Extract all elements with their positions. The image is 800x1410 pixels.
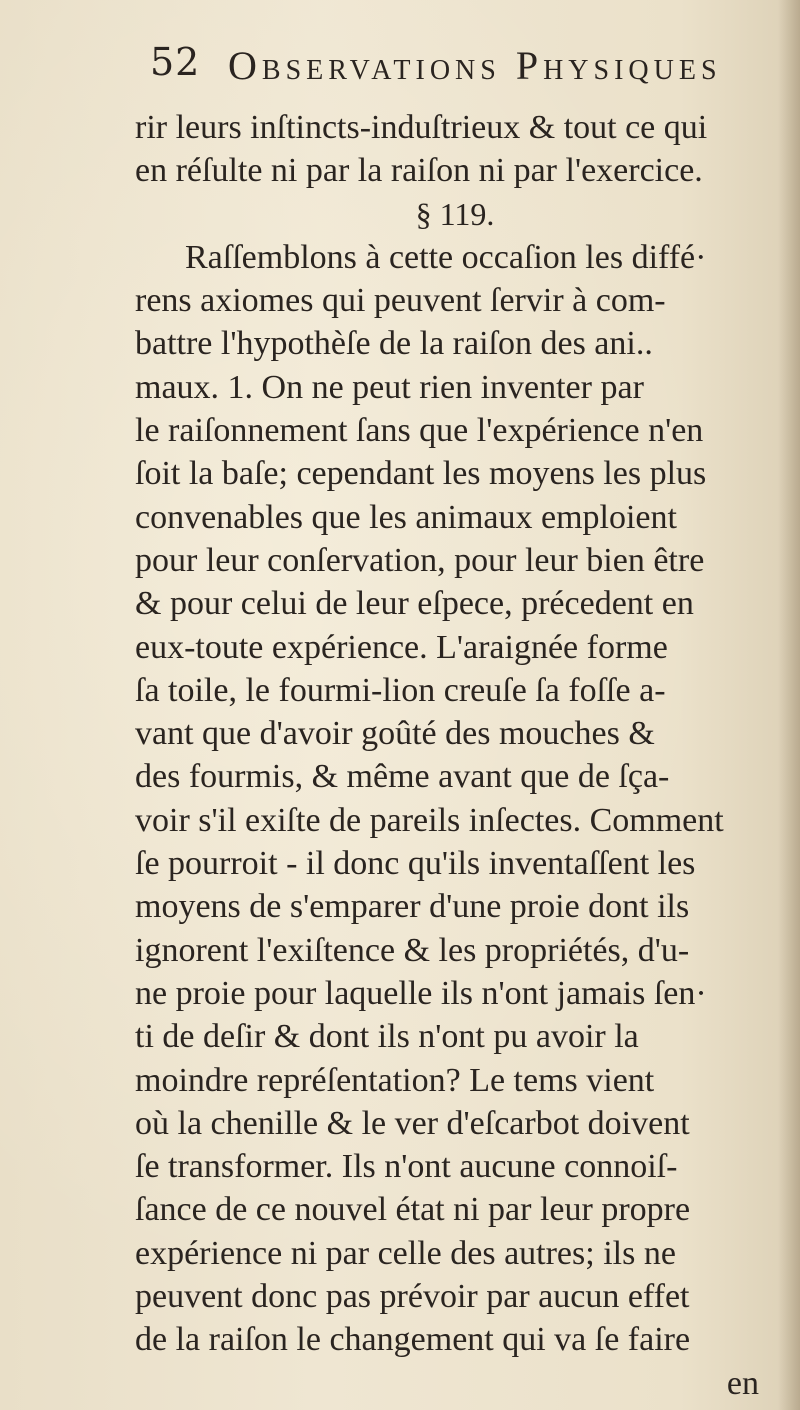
text-line: battre l'hypothèſe de la raiſon des ani..: [135, 325, 653, 363]
section-heading: § 119.: [415, 195, 495, 232]
page-number: 52: [150, 40, 201, 84]
text-line: ti de deſir & dont ils n'ont pu avoir la: [135, 1018, 639, 1056]
text-line: convenables que les animaux emploient: [135, 498, 677, 536]
body-text: [135, 106, 775, 1405]
text-line: moyens de s'emparer d'une proie dont ils: [135, 888, 690, 926]
text-line: ne proie pour laquelle ils n'ont jamais ſen·: [135, 974, 707, 1012]
text-line: ſe transformer. Ils n'ont aucune connoiſ-: [135, 1148, 678, 1186]
running-head: Observations Physiques: [228, 43, 722, 88]
text-line: rir leurs inſtincts-induſtrieux & tout ce qui: [135, 109, 708, 146]
text-line: eux-toute expérience. L'araignée forme: [135, 628, 668, 666]
text-line: rens axiomes qui peuvent ſervir à com-: [135, 282, 666, 320]
text-line: Raſſemblons à cette occaſion les diffé·: [185, 238, 707, 276]
text-line: pour leur conſervation, pour leur bien être: [135, 541, 705, 579]
page-edge-shadow: [778, 0, 800, 1410]
text-line: moindre repréſentation? Le tems vient: [135, 1061, 655, 1099]
catchword: en: [726, 1364, 759, 1402]
text-line: ſa toile, le fourmi-lion creuſe ſa foſſe a-: [135, 671, 666, 709]
text-line: & pour celui de leur eſpece, précedent en: [135, 585, 694, 623]
text-line: en réſulte ni par la raiſon ni par l'exercice.: [135, 152, 703, 190]
text-line: ſance de ce nouvel état ni par leur propre: [135, 1191, 691, 1229]
text-line: voir s'il exiſte de pareils inſectes. Comment: [135, 801, 724, 839]
text-line: des fourmis, & même avant que de ſça-: [135, 758, 670, 796]
text-line: expérience ni par celle des autres; ils ne: [135, 1234, 676, 1272]
page-header: [150, 40, 770, 96]
text-line: de la raiſon le changement qui va ſe faire: [135, 1321, 691, 1359]
text-line: ſe pourroit - il donc qu'ils inventaſſent les: [135, 845, 696, 883]
text-line: maux. 1. On ne peut rien inventer par: [135, 368, 644, 406]
text-line: ſoit la baſe; cependant les moyens les plus: [135, 455, 707, 493]
text-line: où la chenille & le ver d'eſcarbot doivent: [135, 1104, 690, 1142]
text-line: peuvent donc pas prévoir par aucun effet: [135, 1278, 690, 1316]
text-line: le raiſonnement ſans que l'expérience n'en: [135, 412, 704, 450]
text-line: ignorent l'exiſtence & les propriétés, d'u-: [135, 931, 690, 969]
text-line: vant que d'avoir goûté des mouches &: [135, 715, 655, 753]
